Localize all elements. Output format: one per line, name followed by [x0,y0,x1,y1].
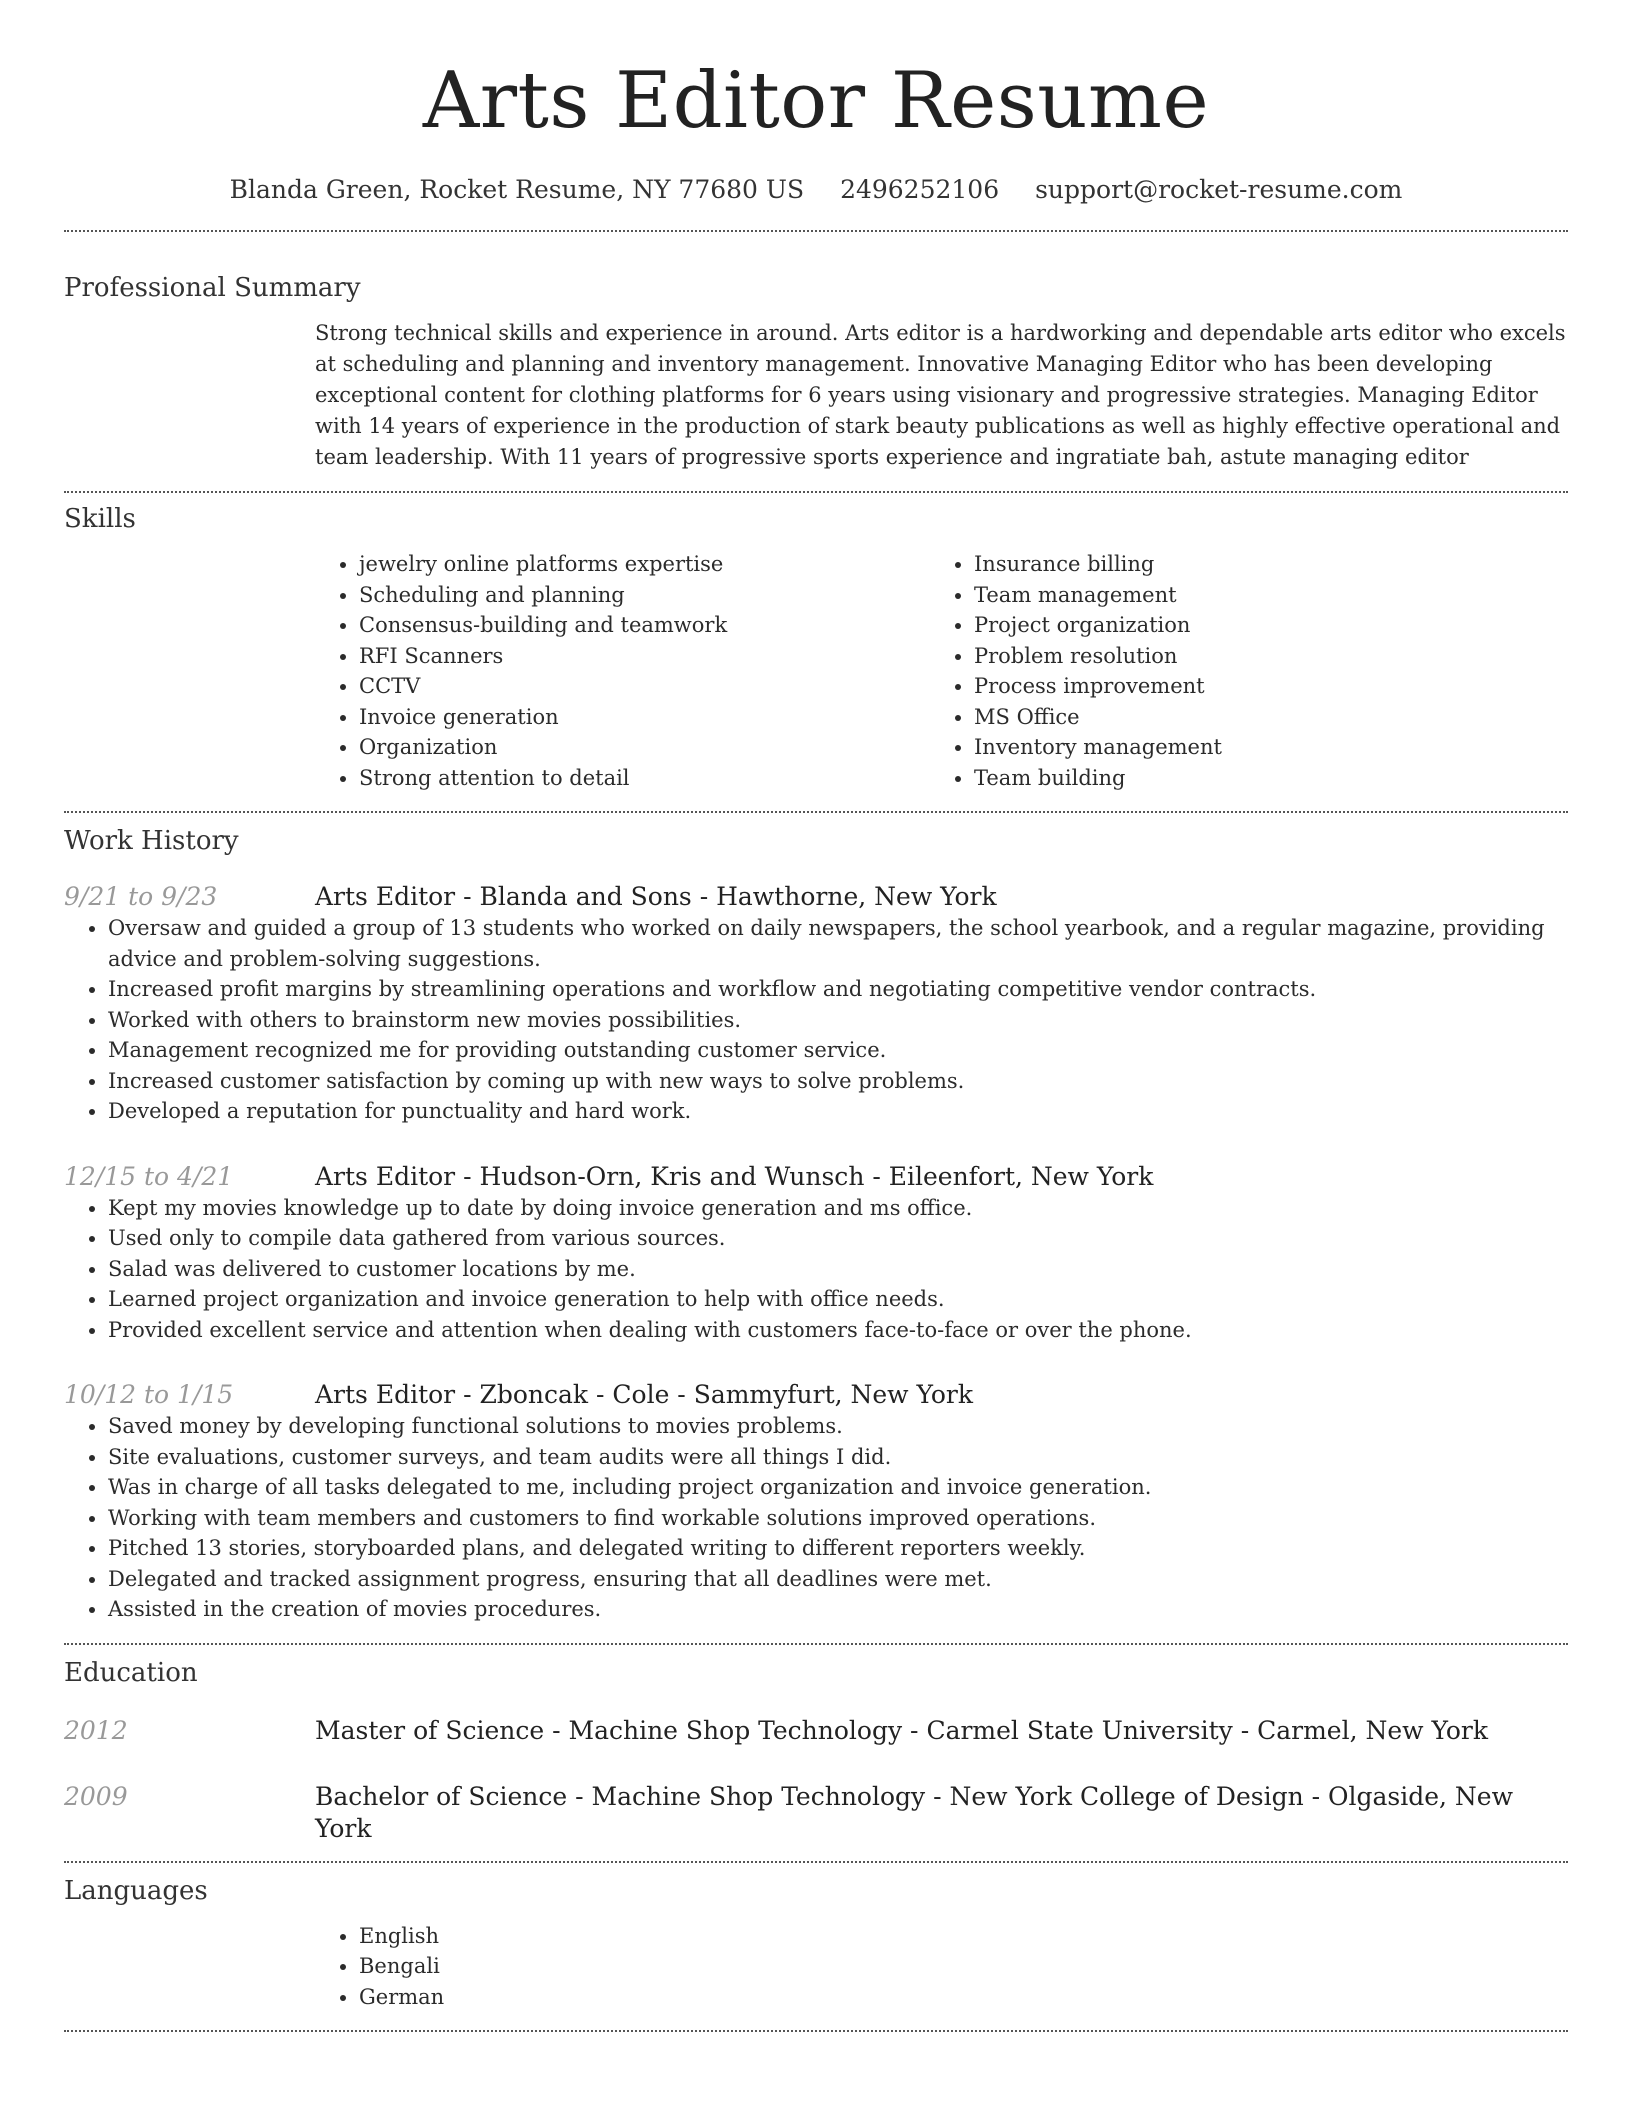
skill-item: • Insurance billing [974,549,1545,580]
education-details [315,1781,1568,1845]
education-year: 2009 [64,1781,128,1811]
section-title-summary: Professional Summary [64,273,361,303]
skill-item: • Inventory management [974,732,1545,763]
skill-item: • Organization [359,732,930,763]
job-duty: • Provided excellent service and attention when dealing with customers face-to-face or over the phone. [108,1315,1568,1346]
language-item: • German [359,1982,1568,2013]
skill-item: • Consensus-building and teamwork [359,610,930,641]
divider [64,1643,1568,1645]
skill-item: • CCTV [359,671,930,702]
job-duty: • Site evaluations, customer surveys, and team audits were all things I did. [108,1442,1568,1473]
job-date: 10/12 to 1/15 [64,1380,234,1409]
skill-item: • Scheduling and planning [359,580,930,611]
languages-content [315,1921,1568,2013]
skill-item: • Project organization [974,610,1545,641]
job-duty: • Worked with others to brainstorm new movies possibilities. [108,1005,1568,1036]
section-title-languages: Languages [64,1875,208,1906]
job-duty: • Increased customer satisfaction by coming up with new ways to solve problems. [108,1066,1568,1097]
job-header [64,1161,1568,1193]
divider [64,811,1568,813]
job-date: 9/21 to 9/23 [64,882,218,911]
skills-list-right [930,549,1545,793]
education-degree: Master of Science - Machine Shop Technology [315,1715,903,1745]
job-duty: • Used only to compile data gathered from various sources. [108,1223,1568,1254]
skill-item: • MS Office [974,702,1545,733]
divider [64,2030,1568,2032]
job-duty: • Was in charge of all tasks delegated to me, including project organization and invoice generation. [108,1472,1568,1503]
skill-item: • Problem resolution [974,641,1545,672]
job-duty: • Working with team members and customers to find workable solutions improved operations. [108,1503,1568,1534]
job-title: Arts Editor - Zboncak - Cole - Sammyfurt, New York [315,1380,974,1409]
summary-content [315,318,1568,473]
resume-page [64,0,1568,2032]
divider [64,1861,1568,1863]
job-duty: • Pitched 13 stories, storyboarded plans, and delegated writing to different reporters weekly. [108,1533,1568,1564]
job-duties [64,913,1568,1127]
job-duty: • Learned project organization and invoice generation to help with office needs. [108,1284,1568,1315]
education-entry [64,1715,1568,1747]
languages-list [315,1921,1568,2013]
skill-item: • RFI Scanners [359,641,930,672]
section-title-skills: Skills [64,504,136,534]
section-title-education: Education [64,1657,198,1688]
skill-item: • Process improvement [974,671,1545,702]
job-duty: • Developed a reputation for punctuality and hard work. [108,1096,1568,1127]
job-duty: • Assisted in the creation of movies procedures. [108,1594,1568,1625]
resume-title: Arts Editor Resume [422,56,1210,146]
divider [64,491,1568,493]
job-duty: • Delegated and tracked assignment progress, ensuring that all deadlines were met. [108,1564,1568,1595]
job-title: Arts Editor - Blanda and Sons - Hawthorne, New York [315,882,997,911]
job-date: 12/15 to 4/21 [64,1161,234,1191]
education-entry [64,1781,1568,1845]
skill-item: • jewelry online platforms expertise [359,549,930,580]
language-item: • Bengali [359,1951,1568,1982]
section-title-work: Work History [64,826,239,856]
skill-item: • Invoice generation [359,702,930,733]
job-entry [64,1161,1568,1346]
job-entry [64,1379,1568,1625]
skills-grid [315,549,1568,793]
job-duty: • Management recognized me for providing outstanding customer service. [108,1035,1568,1066]
job-duty: • Kept my movies knowledge up to date by doing invoice generation and ms office. [108,1193,1568,1224]
education-details [315,1715,1488,1747]
contact-phone: 2496252106 [840,175,1000,204]
skill-item: • Team management [974,580,1545,611]
skill-item: • Team building [974,763,1545,794]
education-school: - Carmel State University - Carmel, New York [902,1715,1488,1745]
contact-address: Blanda Green, Rocket Resume, NY 77680 US [229,175,805,204]
education-year: 2012 [64,1715,128,1745]
language-item: • English [359,1921,1568,1952]
contact-line [64,174,1568,206]
skill-item: • Strong attention to detail [359,763,930,794]
job-title: Arts Editor - Hudson-Orn, Kris and Wunsch - Eileenfort, New York [315,1161,1154,1191]
job-header [64,881,1568,913]
job-duty: • Increased profit margins by streamlining operations and workflow and negotiating competitive vendor contracts. [108,974,1568,1005]
divider [64,230,1568,232]
job-duties [64,1193,1568,1346]
job-duties [64,1411,1568,1625]
skills-list-left [315,549,930,793]
education-degree: Bachelor of Science - Machine Shop Technology [315,1781,926,1811]
contact-email[interactable]: support@rocket-resume.com [1035,175,1403,204]
job-duty: • Saved money by developing functional solutions to movies problems. [108,1411,1568,1442]
job-duty: • Salad was delivered to customer locations by me. [108,1254,1568,1285]
job-header [64,1379,1568,1411]
job-entry [64,881,1568,1127]
job-duty: • Oversaw and guided a group of 13 students who worked on daily newspapers, the school yearbook, and a regular magazine, providing advice and problem-solving suggestions. [108,913,1568,974]
education-school: - New York College of Design - Olgaside, New York [315,1781,1513,1843]
summary-text: Strong technical skills and experience in around. Arts editor is a hardworking and dependable arts editor who excels at scheduling and planning and inventory management. Innovative Managing Editor who has been developing exceptional content for clothing platforms for 6 years using visionary and progressive strategies. Managing Editor with 14 years of experience in the production of stark beauty publications as well as highly effective operational and team leadership. With 11 years of progressive sports experience and ingratiate bah, astute managing editor [315,321,1566,469]
